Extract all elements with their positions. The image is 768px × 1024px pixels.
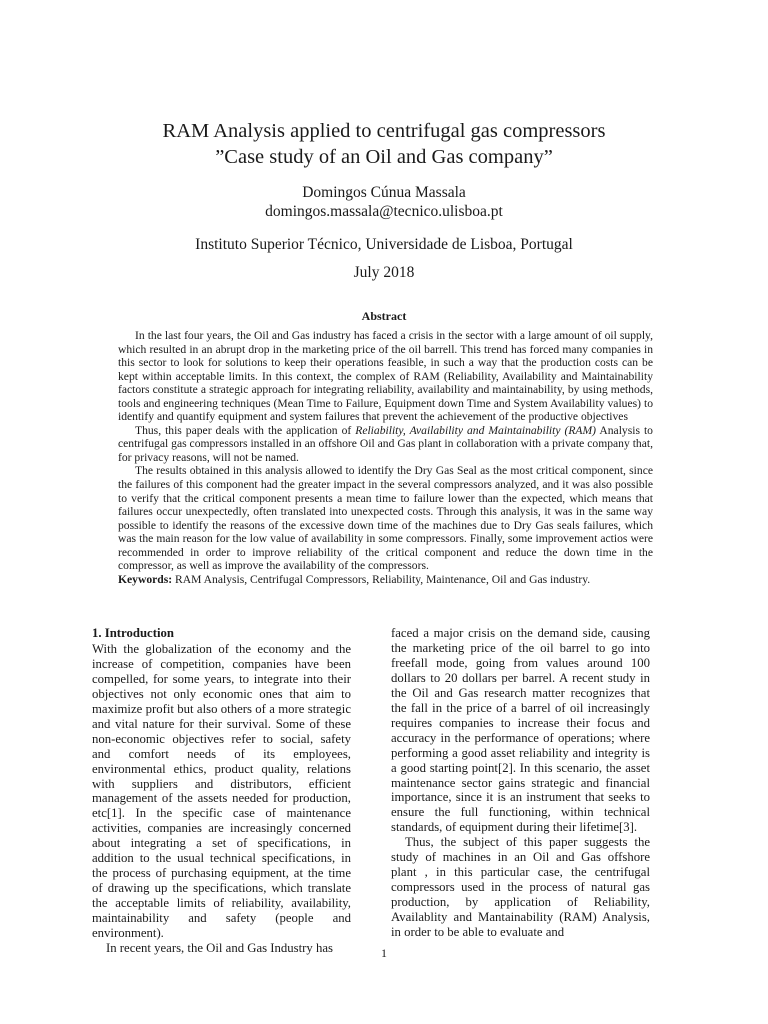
body-paragraph: With the globalization of the economy and the increase of competition, companies have been compelled, for some years, to integrate into their objectives not only economic ones that aim to maximize profit but also others of a more strategic and vital nature for their survival. Some of these non-economic objectives refer to social, safety and comfort needs of its employees, environmental ethics, product quality, relations with suppliers and distributors, efficient management of the assets needed for production, etc[1]. In the specific case of maintenance activities, companies are increasingly concerned about integrating a set of specifications, in addition to the usual technical specifications, in the process of purchasing equipment, at the time of drawing up the specifications, which translate the acceptable limits of reliability, availability, maintainability and safety (people and environment). <box>92 641 351 941</box>
body-paragraph: In recent years, the Oil and Gas Industry has <box>106 941 333 956</box>
abstract-paragraph: The results obtained in this analysis allowed to identify the Dry Gas Seal as the most critical component, since the failures of this component had the greater impact in the several compressors analyzed, and it was also possible to verify that the critical component presents a mean time to failure lower than the expected, which means that failures occur unexpectedly, often translated into unexpected costs. Through this analysis, it was in the same way possible to identify the reasons of the excessive down time of the machines due to Dry Gas seals failures, which was the main reason for the low value of availability in some compressors. Finally, some improvement actios were recommended in order to improve reliability of the critical component and reduce the down time in the compressor, as well as improve the availability of the compressors. <box>118 464 653 573</box>
title-line-1: RAM Analysis applied to centrifugal gas compressors <box>162 120 606 142</box>
abstract-emphasis: Reliability, Availability and Maintainability (RAM) <box>355 423 597 437</box>
right-column <box>391 626 650 940</box>
left-column <box>92 626 351 956</box>
title-line-2: ”Case study of an Oil and Gas company” <box>215 146 553 168</box>
abstract-paragraph <box>118 424 653 465</box>
body-paragraph: faced a major crisis on the demand side, causing the marketing price of the oil barrel to go into freefall mode, going from values around 100 dollars to 20 dollars per barrel. A recent study in the Oil and Gas research matter recognizes that the fall in the price of a barrel of oil increasingly requires companies to increase their focus and accuracy in the performance of operations; where performing a good asset reliability and integrity is a good starting point[2]. In this scenario, the asset maintenance sector gains strategic and financial importance, since it is an instrument that seeks to ensure the full functioning, within technical standards, of equipment during their lifetime[3]. <box>391 626 650 835</box>
section-heading: 1. Introduction <box>92 626 174 640</box>
publication-date: July 2018 <box>353 264 415 281</box>
keywords-list: RAM Analysis, Centrifugal Compressors, Reliability, Maintenance, Oil and Gas industry. <box>172 572 591 586</box>
affiliation: Instituto Superior Técnico, Universidade de Lisboa, Portugal <box>195 236 573 253</box>
author-block <box>0 183 768 221</box>
author-email: domingos.massala@tecnico.ulisboa.pt <box>265 203 503 220</box>
keywords-label: Keywords: <box>118 572 173 586</box>
page-number: 1 <box>381 946 387 960</box>
abstract-text: Thus, this paper deals with the application of <box>135 423 356 437</box>
body-paragraph: Thus, the subject of this paper suggests the study of machines in an Oil and Gas offshore plant , in this particular case, the centrifugal compressors used in the process of natural gas production, by application of Reliability, Availablity and Mantainability (RAM) Analysis, in order to be able to evaluate and <box>391 835 650 940</box>
author-name: Domingos Cúnua Massala <box>302 184 466 201</box>
paper-title <box>0 118 768 170</box>
abstract-body <box>118 329 653 586</box>
abstract-paragraph: In the last four years, the Oil and Gas industry has faced a crisis in the sector with a large amount of oil supply, which resulted in an abrupt drop in the marketing price of the oil barrell. This trend has forced many companies in this sector to look for solutions to keep their operations feasible, in such a way that the production costs can be kept within acceptable limits. In this context, the complex of RAM (Reliability, Availability and Maintainability factors constitute a strategic approach for integrating reliability, availability and maintainability, by using methods, tools and engineering techniques (Mean Time to Failure, Equipment down Time and System Availability values) to identify and quantify equipment and system failures that prevent the achievement of the productive objectives <box>118 329 653 424</box>
keywords <box>118 573 653 587</box>
abstract-text: Analysis to centrifugal gas compressors installed in an offshore Oil and Gas plant in collaboration with a private company that, for privacy reasons, will not be named. <box>118 423 653 464</box>
abstract-heading: Abstract <box>361 309 407 323</box>
